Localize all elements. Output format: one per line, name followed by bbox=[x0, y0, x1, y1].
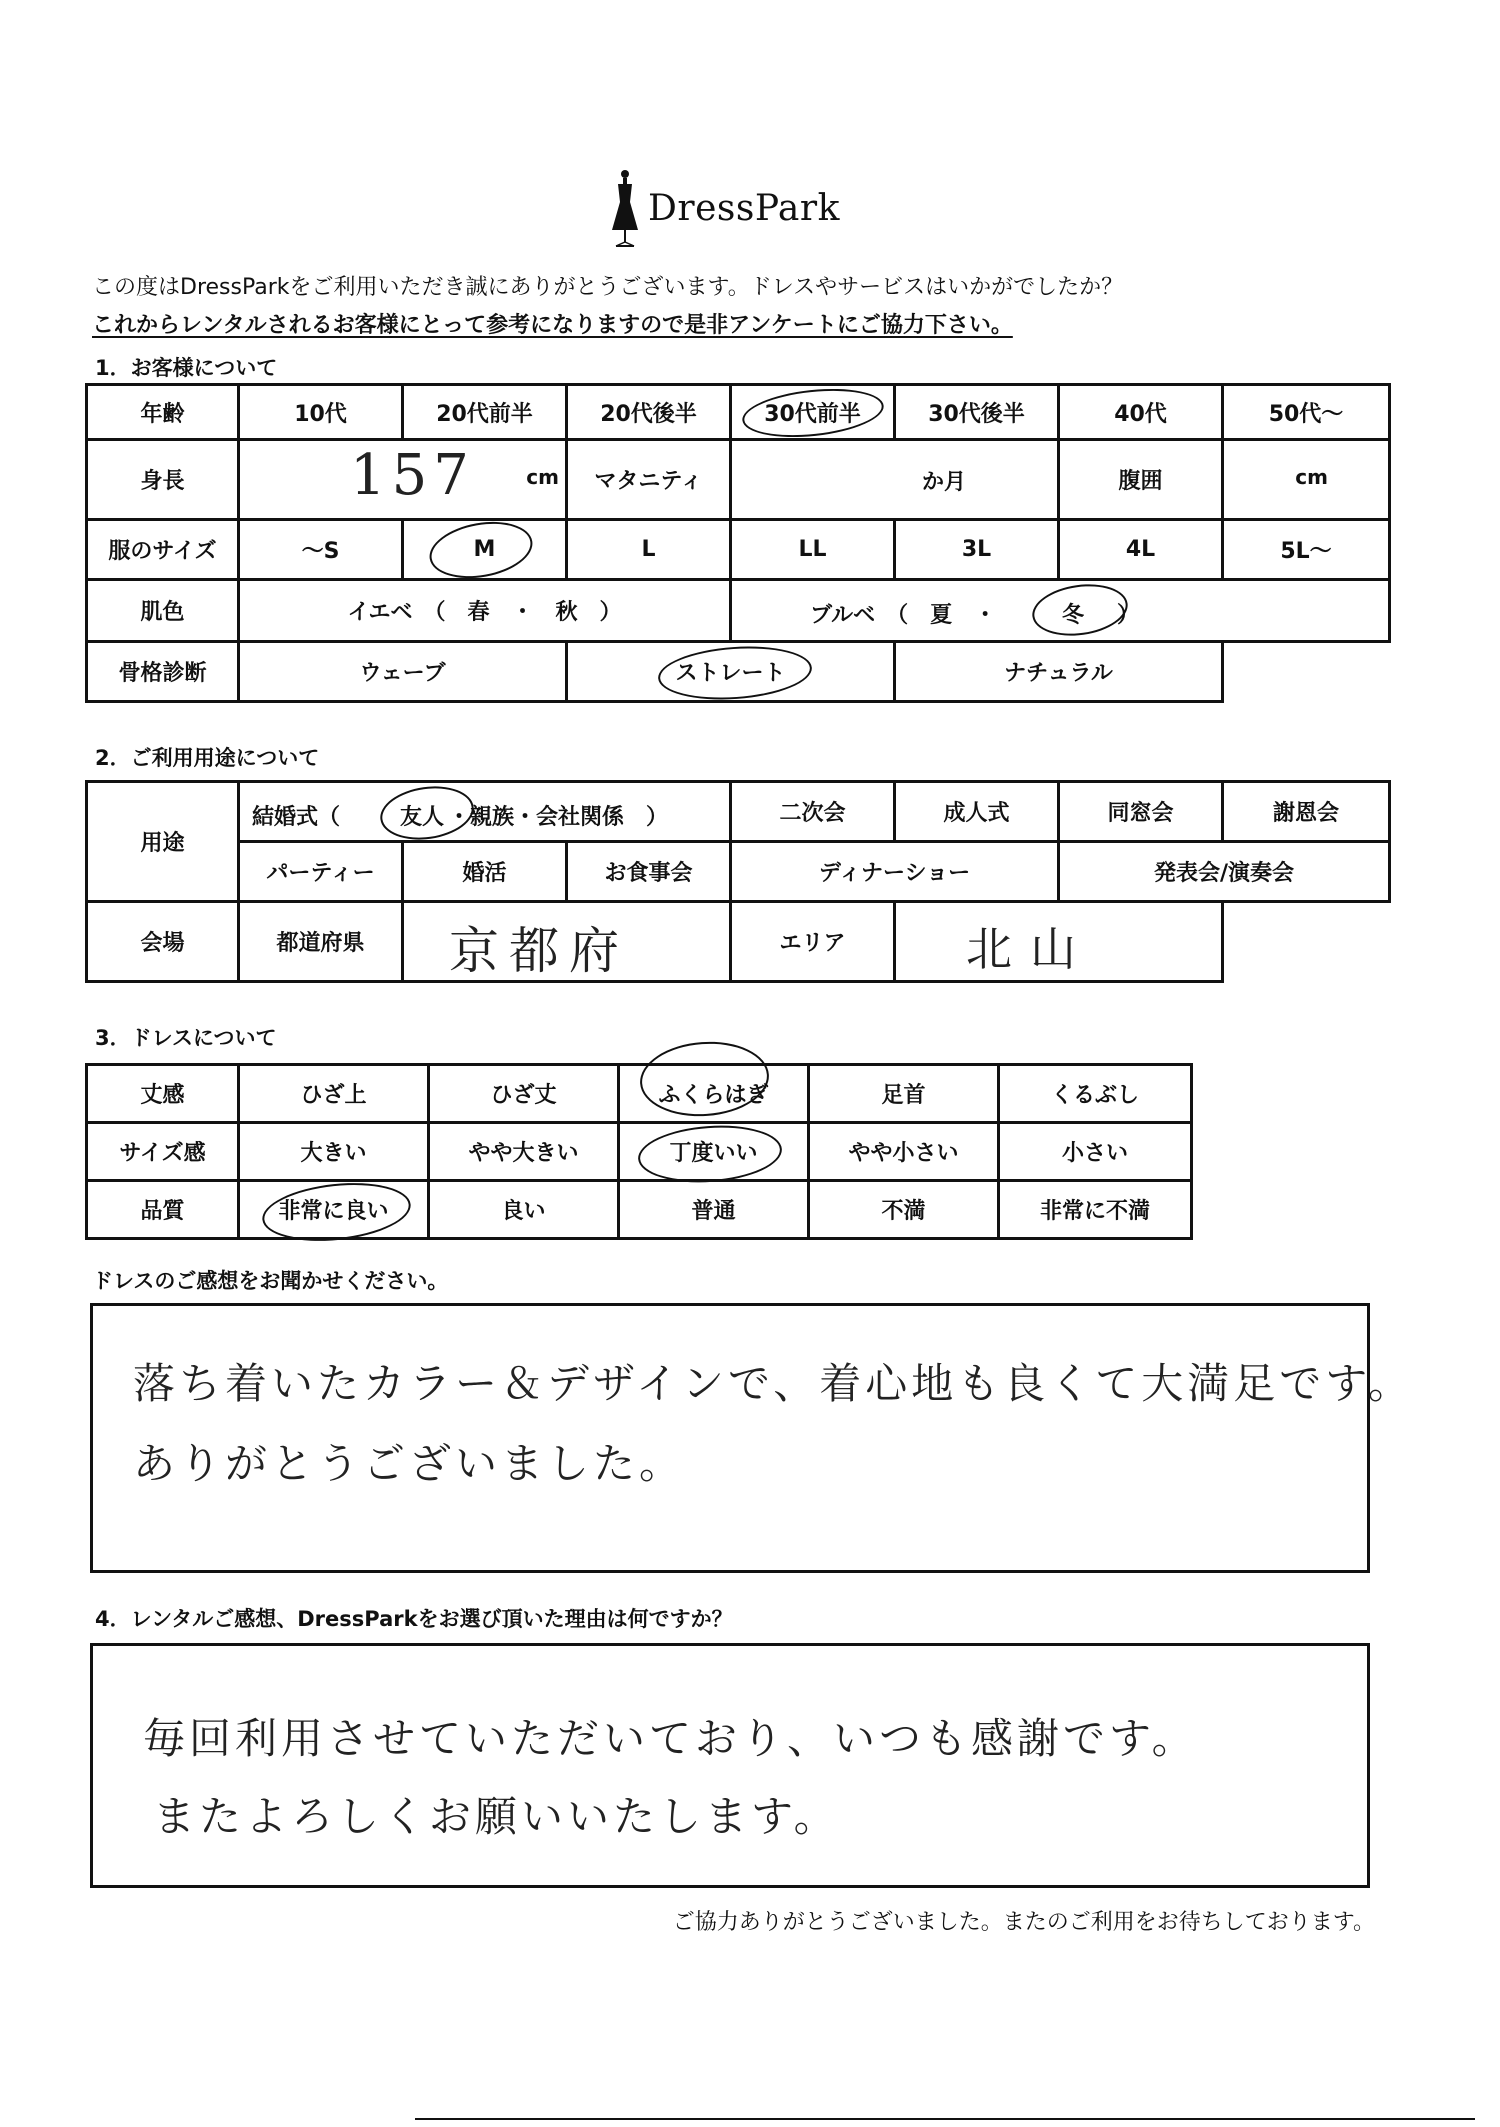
age-label: 年齢 bbox=[87, 385, 239, 440]
length-option-selected[interactable] bbox=[619, 1065, 809, 1123]
purpose-option[interactable]: 同窓会 bbox=[1059, 782, 1223, 842]
reason-answer-box[interactable] bbox=[90, 1643, 1370, 1888]
skin-winter: 冬 bbox=[1062, 603, 1085, 628]
intro-line-1: この度はDressParkをご利用いただき誠にありがとうございます。ドレスやサービスはいかがでしたか？ bbox=[92, 275, 1124, 300]
fit-option[interactable]: 大きい bbox=[239, 1123, 429, 1181]
reason-answer-line-2: またよろしくお願いいたします。 bbox=[153, 1792, 840, 1841]
age-option[interactable]: 20代前半 bbox=[403, 385, 567, 440]
fit-option-label: 丁度いい bbox=[669, 1141, 758, 1166]
height-field[interactable] bbox=[239, 440, 567, 520]
waist-field[interactable] bbox=[1223, 440, 1390, 520]
dress-comment-prompt: ドレスのご感想をお聞かせください。 bbox=[92, 1269, 449, 1293]
frame-option[interactable]: ナチュラル bbox=[895, 642, 1223, 702]
maternity-unit: か月 bbox=[922, 470, 967, 495]
maternity-label: マタニティ bbox=[567, 440, 731, 520]
area-value: 北山 bbox=[966, 922, 1094, 976]
prefecture-value: 京都府 bbox=[449, 922, 629, 980]
venue-label: 会場 bbox=[87, 902, 239, 982]
skin-row bbox=[87, 580, 1390, 642]
fit-option[interactable]: 小さい bbox=[999, 1123, 1192, 1181]
quality-option[interactable]: 不満 bbox=[809, 1181, 999, 1239]
section-4-title: 4．レンタルご感想、DressParkをお選び頂いた理由は何ですか？ bbox=[95, 1607, 733, 1631]
purpose-option[interactable]: 謝恩会 bbox=[1223, 782, 1390, 842]
skin-label: 肌色 bbox=[87, 580, 239, 642]
prefecture-field[interactable] bbox=[403, 902, 731, 982]
fit-option[interactable]: やや大きい bbox=[429, 1123, 619, 1181]
closing-message: ご協力ありがとうございました。またのご利用をお待ちしております。 bbox=[672, 1910, 1375, 1935]
size-label: 服のサイズ bbox=[87, 520, 239, 580]
size-option[interactable]: LL bbox=[731, 520, 895, 580]
fit-row bbox=[87, 1123, 1192, 1181]
frame-row bbox=[87, 642, 1390, 702]
length-row bbox=[87, 1065, 1192, 1123]
venue-row bbox=[87, 902, 1390, 982]
frame-option-selected[interactable] bbox=[567, 642, 895, 702]
fit-label: サイズ感 bbox=[87, 1123, 239, 1181]
purpose-row-2 bbox=[87, 842, 1390, 902]
purpose-option[interactable]: 発表会/演奏会 bbox=[1059, 842, 1390, 902]
height-label: 身長 bbox=[87, 440, 239, 520]
blank-cell bbox=[1223, 642, 1390, 702]
prefecture-label: 都道府県 bbox=[239, 902, 403, 982]
size-option[interactable]: ～S bbox=[239, 520, 403, 580]
size-option[interactable]: L bbox=[567, 520, 731, 580]
length-label: 丈感 bbox=[87, 1065, 239, 1123]
maternity-field[interactable] bbox=[731, 440, 1059, 520]
purpose-option[interactable]: ディナーショー bbox=[731, 842, 1059, 902]
quality-option-label: 非常に良い bbox=[278, 1199, 389, 1224]
customer-table bbox=[85, 383, 1391, 703]
section-3-title: 3．ドレスについて bbox=[95, 1026, 277, 1050]
frame-option[interactable]: ウェーブ bbox=[239, 642, 567, 702]
quality-option-selected[interactable] bbox=[239, 1181, 429, 1239]
age-option-selected[interactable] bbox=[731, 385, 895, 440]
purpose-row-1 bbox=[87, 782, 1390, 842]
size-option-selected[interactable] bbox=[403, 520, 567, 580]
length-option[interactable]: ひざ上 bbox=[239, 1065, 429, 1123]
wedding-prefix: 結婚式（ bbox=[252, 805, 341, 830]
wedding-suffix: ・親族・会社関係 ） bbox=[448, 805, 669, 830]
quality-option[interactable]: 普通 bbox=[619, 1181, 809, 1239]
dress-comment-line-1: 落ち着いたカラー＆デザインで、着心地も良くて大満足です。 bbox=[133, 1359, 1414, 1408]
frame-option-label: ストレート bbox=[675, 661, 786, 686]
size-option[interactable]: 3L bbox=[895, 520, 1059, 580]
purpose-option[interactable]: 成人式 bbox=[895, 782, 1059, 842]
waist-label: 腹囲 bbox=[1059, 440, 1223, 520]
reason-answer-line-1: 毎回利用させていただいており、いつも感謝です。 bbox=[143, 1714, 1198, 1763]
section-1-title: 1．お客様について bbox=[95, 356, 278, 380]
size-option-label: M bbox=[473, 537, 496, 562]
footer-divider bbox=[415, 2118, 1475, 2120]
intro-line-2: これからレンタルされるお客様にとって参考になりますので是非アンケートにご協力下さい。 bbox=[92, 313, 1013, 338]
dress-comment-line-2: ありがとうございました。 bbox=[133, 1439, 686, 1488]
skin-blue-prefix: ブルベ （ 夏 ・ bbox=[810, 603, 997, 628]
skin-blue-suffix: ） bbox=[1117, 603, 1140, 628]
frame-label: 骨格診断 bbox=[87, 642, 239, 702]
dress-comment-box[interactable] bbox=[90, 1303, 1414, 1573]
area-label: エリア bbox=[731, 902, 895, 982]
area-field[interactable] bbox=[895, 902, 1223, 982]
height-unit: cm bbox=[526, 465, 559, 489]
quality-label: 品質 bbox=[87, 1181, 239, 1239]
purpose-label: 用途 bbox=[87, 782, 239, 902]
length-option[interactable]: 足首 bbox=[809, 1065, 999, 1123]
waist-unit: cm bbox=[1295, 465, 1328, 489]
length-option[interactable]: くるぶし bbox=[999, 1065, 1192, 1123]
purpose-table bbox=[85, 780, 1391, 983]
height-row bbox=[87, 440, 1390, 520]
age-option[interactable]: 10代 bbox=[239, 385, 403, 440]
skin-blue[interactable] bbox=[731, 580, 1390, 642]
dress-icon bbox=[610, 168, 640, 248]
quality-option[interactable]: 非常に不満 bbox=[999, 1181, 1192, 1239]
wedding-friend: 友人 bbox=[400, 805, 445, 830]
quality-row bbox=[87, 1181, 1192, 1239]
brand-logo bbox=[610, 168, 840, 248]
wedding-option[interactable] bbox=[239, 782, 731, 842]
skin-yellow[interactable]: イエベ （ 春 ・ 秋 ） bbox=[239, 580, 731, 642]
blank-cell bbox=[1223, 902, 1390, 982]
age-option[interactable]: 50代～ bbox=[1223, 385, 1390, 440]
age-option-label: 30代前半 bbox=[764, 401, 861, 427]
purpose-option[interactable]: お食事会 bbox=[567, 842, 731, 902]
fit-option-selected[interactable] bbox=[619, 1123, 809, 1181]
age-option[interactable]: 40代 bbox=[1059, 385, 1223, 440]
length-option[interactable]: ひざ丈 bbox=[429, 1065, 619, 1123]
age-option[interactable]: 20代後半 bbox=[567, 385, 731, 440]
age-option[interactable]: 30代後半 bbox=[895, 385, 1059, 440]
quality-option[interactable]: 良い bbox=[429, 1181, 619, 1239]
height-value: 157 bbox=[350, 443, 475, 508]
brand-name: DressPark bbox=[648, 187, 840, 229]
age-row bbox=[87, 385, 1390, 440]
dress-table bbox=[85, 1063, 1193, 1240]
length-option-label: ふくらはぎ bbox=[658, 1083, 769, 1108]
size-row bbox=[87, 520, 1390, 580]
section-2-title: 2．ご利用用途について bbox=[95, 746, 320, 770]
purpose-option[interactable]: パーティー bbox=[239, 842, 403, 902]
fit-option[interactable]: やや小さい bbox=[809, 1123, 999, 1181]
purpose-option[interactable]: 二次会 bbox=[731, 782, 895, 842]
size-option[interactable]: 4L bbox=[1059, 520, 1223, 580]
size-option[interactable]: 5L～ bbox=[1223, 520, 1390, 580]
purpose-option[interactable]: 婚活 bbox=[403, 842, 567, 902]
